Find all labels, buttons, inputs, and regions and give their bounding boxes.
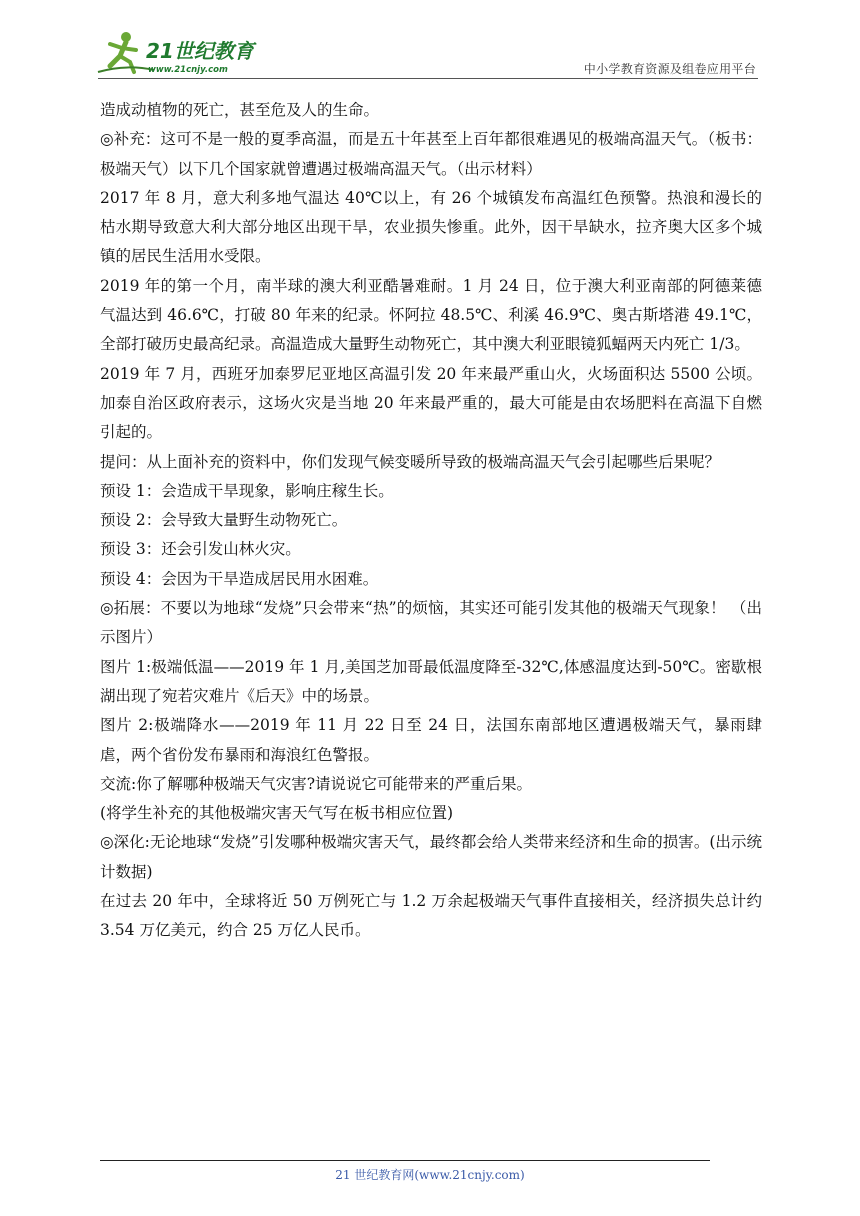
page-header xyxy=(0,0,860,90)
paragraph: 图片 2:极端降水——2019 年 11 月 22 日至 24 日，法国东南部地区遭遇极端天气，暴雨肆虐，两个省份发布暴雨和海浪红色警报。 xyxy=(100,716,762,764)
logo xyxy=(96,28,266,78)
paragraph: 图片 1:极端低温——2019 年 1 月,美国芝加哥最低温度降至-32℃,体感温度达到-50℃。密歇根湖出现了宛若灾难片《后天》中的场景。 xyxy=(100,657,762,705)
paragraph: ◎拓展：不要以为地球“发烧”只会带来“热”的烦恼，其实还可能引发其他的极端天气现象！ （出示图片） xyxy=(100,599,762,647)
paragraph: ◎深化:无论地球“发烧”引发哪种极端灾害天气，最终都会给人类带来经济和生命的损害。(出示统计数据) xyxy=(100,833,762,881)
paragraph: 2019 年 7 月，西班牙加泰罗尼亚地区高温引发 20 年来最严重山火，火场面积达 5500 公顷。加泰自治区政府表示，这场火灾是当地 20 年来最严重的，最大可能是由农场肥料在高温下自燃引起的。 xyxy=(100,364,762,442)
platform-name: 中小学教育资源及组卷应用平台 xyxy=(583,62,756,76)
paragraph: 2017 年 8 月，意大利多地气温达 40℃以上，有 26 个城镇发布高温红色预警。热浪和漫长的枯水期导致意大利大部分地区出现干旱，农业损失惨重。此外，因干旱缺水，拉齐奥大区多个城镇的居民生活用水受限。 xyxy=(100,188,762,266)
paragraph: (将学生补充的其他极端灾害天气写在板书相应位置) xyxy=(100,804,454,823)
paragraph: 预设 4：会因为干旱造成居民用水困难。 xyxy=(100,569,379,588)
paragraph: ◎补充：这可不是一般的夏季高温，而是五十年甚至上百年都很难遇见的极端高温天气。（板书：极端天气）以下几个国家就曾遭遇过极端高温天气。（出示材料） xyxy=(100,130,762,178)
footer-link[interactable]: 21 世纪教育网(www.21cnjy.com) xyxy=(335,1168,525,1182)
paragraph: 预设 2：会导致大量野生动物死亡。 xyxy=(100,511,348,530)
paragraph: 在过去 20 年中，全球将近 50 万例死亡与 1.2 万余起极端天气事件直接相关，经济损失总计约 3.54 万亿美元，约合 25 万亿人民币。 xyxy=(100,892,762,940)
paragraph: 预设 3：还会引发山林火灾。 xyxy=(100,540,301,559)
logo-text: 21世纪教育 xyxy=(146,39,254,63)
paragraph: 提问：从上面补充的资料中，你们发现气候变暖所导致的极端高温天气会引起哪些后果呢？ xyxy=(100,452,721,471)
paragraph: 预设 1：会造成干旱现象，影响庄稼生长。 xyxy=(100,481,394,500)
footer-divider xyxy=(100,1160,710,1161)
paragraph: 交流:你了解哪种极端天气灾害?请说说它可能带来的严重后果。 xyxy=(100,774,533,793)
paragraph: 2019 年的第一个月，南半球的澳大利亚酷暑难耐。1 月 24 日，位于澳大利亚南部的阿德莱德气温达到 46.6℃，打破 80 年来的纪录。怀阿拉 48.5℃、利溪 46.9℃、奥古斯塔港 49.1℃，全部打破历史最高纪录。高温造成大量野生动物死亡，其中澳大利亚眼镜狐蝠两天内死亡 1/3。 xyxy=(100,276,762,354)
document-body xyxy=(100,96,762,946)
header-divider xyxy=(98,78,758,79)
logo-url: www.21cnjy.com xyxy=(148,65,228,75)
paragraph: 造成动植物的死亡，甚至危及人的生命。 xyxy=(100,101,380,119)
